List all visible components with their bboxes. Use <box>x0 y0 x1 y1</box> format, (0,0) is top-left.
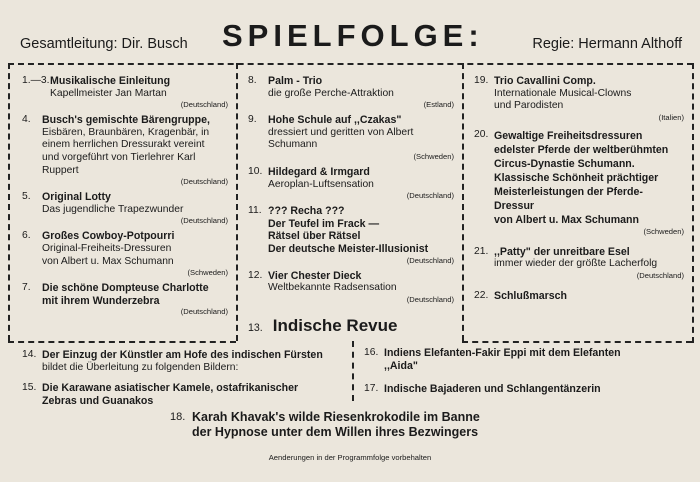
program-item <box>22 349 348 374</box>
item-desc: die große Perche-Attraktion <box>268 87 394 99</box>
item-number: 18. <box>170 411 186 423</box>
item-title: Indische Bajaderen und Schlangentänzerin <box>384 383 601 395</box>
program-item <box>248 114 454 161</box>
program-item <box>248 270 454 304</box>
program-item <box>22 75 228 109</box>
column-2 <box>248 75 454 304</box>
item-title: Indiens Elefanten-Fakir Eppi mit dem Elefanten ,,Aida" <box>384 347 621 372</box>
program-item <box>248 75 454 109</box>
revue-number: 13. <box>248 322 263 334</box>
program-item <box>364 347 684 372</box>
item-number: 20. <box>474 128 489 140</box>
item-desc: Aeroplan-Luftsensation <box>268 178 374 190</box>
program-item <box>22 114 228 186</box>
item-number: 21. <box>474 245 489 257</box>
item-title: Die schöne Dompteuse Charlotte mit ihrem Wunderzebra <box>42 282 209 307</box>
item-number: 10. <box>248 165 263 177</box>
program-item <box>22 230 228 277</box>
item-title: Musikalische Einleitung <box>50 75 171 87</box>
program-item <box>474 129 684 236</box>
item-number: 17. <box>364 383 379 394</box>
item-number: 5. <box>22 191 31 203</box>
item-title: Vier Chester Dieck <box>268 269 362 282</box>
item-desc: bildet die Überleitung zu folgenden Bildern: <box>42 361 239 373</box>
item-title: Der Einzug der Künstler am Hofe des indischen Fürsten <box>42 349 323 361</box>
divider-bottom-right <box>462 341 692 343</box>
program-item <box>22 191 228 225</box>
item-title: Schlußmarsch <box>494 289 568 302</box>
item-number: 4. <box>22 114 31 126</box>
item-country: (Estland) <box>423 100 454 110</box>
item-number: 7. <box>22 282 31 294</box>
page-title: SPIELFOLGE: <box>222 18 484 53</box>
divider-bottom-left <box>8 341 236 343</box>
item-desc: Eisbären, Braunbären, Kragenbär, in einem herrlichen Dressurakt vereint und vorgeführt von Tierlehrer Karl Ruppert <box>42 126 210 176</box>
item-title: Hildegard & Irmgard <box>268 165 370 178</box>
item-title: Großes Cowboy-Potpourri <box>42 230 175 243</box>
item-country: (Deutschland) <box>406 191 454 201</box>
item-title: ??? Recha ??? Der Teufel im Frack — Rätsel über Rätsel Der deutsche Meister-Illusionist <box>268 205 429 255</box>
direction-credit: Regie: Hermann Althoff <box>532 36 682 52</box>
program-item <box>364 383 684 396</box>
item-desc: Kapellmeister Jan Martan <box>50 87 167 99</box>
item-desc: dressiert und geritten von Albert Schumann <box>268 126 414 151</box>
item-country: (Deutschland) <box>406 294 454 304</box>
item-country: (Schweden) <box>187 268 228 278</box>
item-desc: Internationale Musical-Clowns und Parodisten <box>494 87 632 112</box>
item-title: Die Karawane asiatischer Kamele, ostafrikanischer Zebras und Guanakos <box>42 382 299 407</box>
revue-title: Indische Revue <box>272 316 398 335</box>
divider-col1 <box>236 63 238 341</box>
item-country: (Deutschland) <box>180 216 228 226</box>
item-number: 12. <box>248 269 263 281</box>
item-country: (Deutschland) <box>406 255 454 265</box>
item-number: 1.—3. <box>22 75 50 86</box>
column-1 <box>22 75 228 316</box>
item-number: 14. <box>22 349 37 360</box>
program-item-finale <box>170 410 480 440</box>
program-item <box>474 290 684 303</box>
divider-bottom-mid <box>352 341 354 401</box>
item-country: (Deutschland) <box>180 177 228 187</box>
item-number: 11. <box>248 205 262 217</box>
item-title: Trio Cavallini Comp. <box>494 75 596 87</box>
item-country: (Italien) <box>658 112 684 122</box>
item-country: (Schweden) <box>643 226 684 236</box>
item-number: 15. <box>22 382 37 393</box>
item-number: 6. <box>22 230 31 242</box>
program-item <box>474 246 684 280</box>
item-title: ,,Patty" der unreitbare Esel <box>494 245 630 258</box>
program-item <box>22 282 228 316</box>
program-item <box>474 75 684 122</box>
item-country: (Deutschland) <box>180 100 228 110</box>
divider-top <box>8 63 693 65</box>
item-number: 22. <box>474 289 489 301</box>
revue-heading <box>248 316 397 336</box>
program-item <box>248 166 454 200</box>
item-number: 8. <box>248 75 257 86</box>
item-number: 16. <box>364 347 379 358</box>
item-title: Gewaltige Freiheitsdressuren edelster Pferde der weltberühmten Circus-Dynastie Schumann. Klassische Schönheit prächtiger Meisterleistungen der Pferde- Dressur von Albert u. Max Schumann <box>494 129 669 226</box>
director-credit: Gesamtleitung: Dir. Busch <box>20 36 188 52</box>
divider-left <box>8 63 10 341</box>
item-title: Karah Khavak's wilde Riesenkrokodile im Banne der Hypnose unter dem Willen ihres Bezwingers <box>192 410 480 439</box>
program-item <box>22 382 352 407</box>
item-country: (Deutschland) <box>180 307 228 317</box>
item-desc: Das jugendliche Trapezwunder <box>42 203 184 215</box>
item-title: Original Lotty <box>42 191 111 204</box>
item-number: 19. <box>474 75 489 86</box>
divider-col2 <box>462 63 464 341</box>
program-item <box>248 205 454 264</box>
divider-right <box>692 63 694 343</box>
footer-note: Aenderungen in der Programmfolge vorbehalten <box>268 453 432 462</box>
item-title: Palm - Trio <box>268 75 323 87</box>
item-title: Busch's gemischte Bärengruppe, <box>42 114 210 127</box>
item-desc: Original-Freiheits-Dressuren von Albert u. Max Schumann <box>42 242 174 267</box>
column-3 <box>474 75 684 303</box>
item-desc: immer wieder der größte Lacherfolg <box>494 258 658 270</box>
item-title: Hohe Schule auf ,,Czakas" <box>268 114 402 127</box>
item-country: (Deutschland) <box>636 270 684 280</box>
item-number: 9. <box>248 114 257 126</box>
item-country: (Schweden) <box>413 151 454 161</box>
item-desc: Weltbekannte Radsensation <box>268 282 397 294</box>
